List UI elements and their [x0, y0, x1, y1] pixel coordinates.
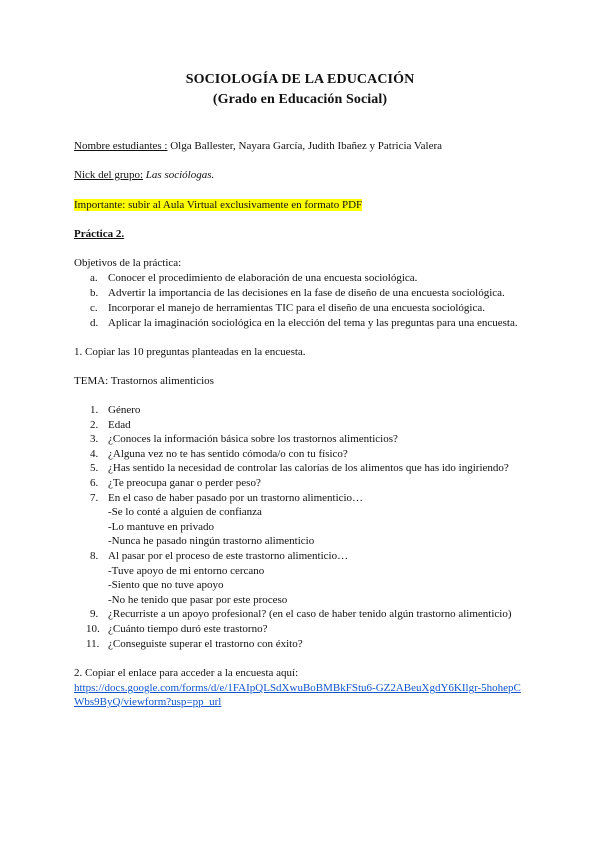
practice-heading: Práctica 2.	[74, 228, 125, 240]
question-option: -Siento que no tuve apoyo	[108, 579, 224, 591]
question-marker: 5.	[90, 462, 99, 474]
students-label: Nombre estudiantes :	[74, 140, 168, 152]
question-option: -Lo mantuve en privado	[108, 521, 214, 533]
question-option: -Tuve apoyo de mi entorno cercano	[108, 565, 265, 577]
notice-line	[74, 198, 362, 212]
document-subtitle: (Grado en Educación Social)	[212, 92, 388, 107]
question-option: -Se lo conté a alguien de confianza	[108, 506, 262, 518]
section-1-heading: 1. Copiar las 10 preguntas planteadas en la encuesta.	[74, 346, 306, 358]
question-item: ¿Te preocupa ganar o perder peso?	[108, 477, 261, 489]
survey-link-continued[interactable]	[74, 695, 221, 709]
question-item: ¿Has sentido la necesidad de controlar las calorías de los alimentos que has ido ingiriendo?	[108, 462, 509, 474]
objective-item: Aplicar la imaginación sociológica en la elección del tema y las preguntas para una encuesta.	[108, 317, 518, 329]
section-2-heading: 2. Copiar el enlace para acceder a la encuesta aquí:	[74, 667, 299, 679]
group-value: Las sociólogas.	[145, 169, 215, 181]
question-item: ¿Conseguiste superar el trastorno con éxito?	[108, 638, 303, 650]
question-item: Al pasar por el proceso de este trastorno alimenticio…	[108, 550, 349, 562]
objective-item: Incorporar el manejo de herramientas TIC para el diseño de una encuesta sociológica.	[108, 302, 486, 314]
question-item: Edad	[108, 419, 131, 431]
objective-marker: c.	[90, 302, 98, 314]
objective-item: Conocer el procedimiento de elaboración de una encuesta sociológica.	[108, 272, 418, 284]
important-notice: Importante: subir al Aula Virtual exclusivamente en formato PDF	[74, 199, 363, 211]
group-line	[74, 168, 214, 182]
question-marker: 2.	[90, 419, 99, 431]
students-line	[74, 139, 442, 153]
question-item: ¿Cuánto tiempo duró este trastorno?	[108, 623, 268, 635]
topic-line: TEMA: Trastornos alimenticios	[74, 375, 214, 387]
objective-item: Advertir la importancia de las decisiones en la fase de diseño de una encuesta sociológica.	[108, 287, 505, 299]
question-marker: 10.	[86, 623, 100, 635]
question-marker: 9.	[90, 608, 99, 620]
question-marker: 3.	[90, 433, 99, 445]
question-marker: 4.	[90, 448, 99, 460]
survey-link-line-1[interactable]: https://docs.google.com/forms/d/e/1FAIpQLSdXwuBoBMBkFStu6-GZ2ABeuXgdY6KIlgr-5hohepC	[74, 682, 521, 694]
objective-marker: a.	[90, 272, 98, 284]
objectives-intro: Objetivos de la práctica:	[74, 257, 182, 269]
students-value: Olga Ballester, Nayara García, Judith Ibañez y Patricia Valera	[167, 140, 443, 152]
objective-marker: d.	[90, 317, 99, 329]
survey-link-line-2[interactable]: Wbs9ByQ/viewform?usp=pp_url	[74, 696, 222, 708]
question-item: ¿Conoces la información básica sobre los trastornos alimenticios?	[108, 433, 398, 445]
question-option: -No he tenido que pasar por este proceso	[108, 594, 288, 606]
group-label: Nick del grupo:	[74, 169, 144, 181]
question-marker: 6.	[90, 477, 99, 489]
objective-marker: b.	[90, 287, 99, 299]
question-marker: 1.	[90, 404, 99, 416]
question-marker: 11.	[86, 638, 100, 650]
question-item: En el caso de haber pasado por un trastorno alimenticio…	[108, 492, 364, 504]
document-title: SOCIOLOGÍA DE LA EDUCACIÓN	[185, 72, 415, 87]
question-option: -Nunca he pasado ningún trastorno alimenticio	[108, 535, 315, 547]
question-item: ¿Recurriste a un apoyo profesional? (en el caso de haber tenido algún trastorno alimenticio)	[108, 608, 512, 620]
question-marker: 8.	[90, 550, 99, 562]
question-item: Género	[108, 404, 141, 416]
question-marker: 7.	[90, 492, 99, 504]
question-item: ¿Alguna vez no te has sentido cómoda/o con tu físico?	[108, 448, 348, 460]
survey-link[interactable]	[74, 681, 521, 695]
